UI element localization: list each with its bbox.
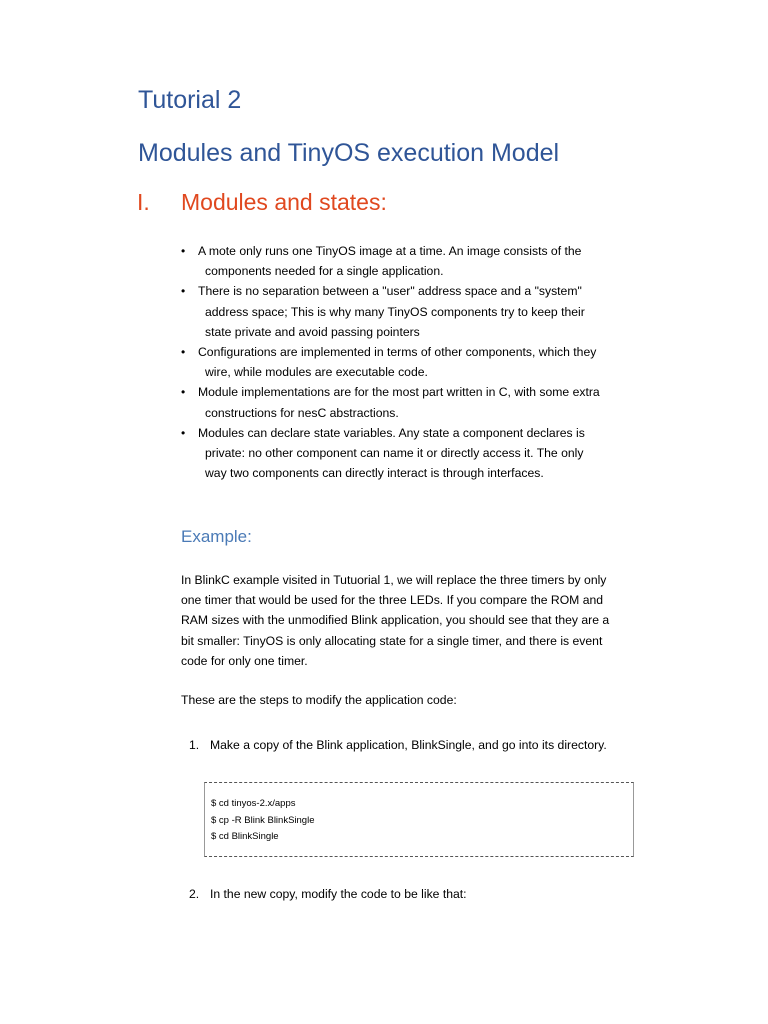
document-title: Tutorial 2 [138, 86, 242, 114]
list-item: • There is no separation between a "user" address space and a "system" address space; This is why many TinyOS components try to keep their state private and avoid passing pointers [181, 281, 601, 342]
code-block [204, 782, 634, 857]
step-item [189, 884, 609, 904]
code-line: $ cp -R Blink BlinkSingle [211, 814, 315, 826]
example-paragraph: In BlinkC example visited in Tutuorial 1, we will replace the three timers by only one timer that would be used for the three LEDs. If you compare the ROM and RAM sizes with the unmodified Blink application, you should see that they are a bit smaller: TinyOS is only allocating state for a single timer, and there is event code for only one timer. [181, 573, 610, 668]
step-item [189, 735, 609, 755]
step-number: 1. [189, 738, 200, 752]
list-item: • Module implementations are for the most part written in C, with some extra constructions for nesC abstractions. [181, 382, 601, 422]
list-item: • Modules can declare state variables. Any state a component declares is private: no other component can name it or directly access it. The only way two components can directly interact is through interfaces. [181, 423, 601, 484]
bullet-icon: • [181, 244, 186, 258]
bullet-icon: • [181, 284, 186, 299]
step-text: In the new copy, modify the code to be like that: [210, 887, 467, 901]
section-number: I. [137, 189, 150, 215]
example-heading: Example: [181, 527, 252, 546]
step-number: 2. [189, 887, 200, 901]
bullet-icon: • [181, 385, 186, 400]
list-item: • Configurations are implemented in terms of other components, which they wire, while modules are executable code. [181, 342, 601, 382]
bullet-list [181, 241, 601, 483]
section-title: Modules and states: [181, 189, 387, 215]
section-heading [137, 189, 387, 216]
list-item: • A mote only runs one TinyOS image at a time. An image consists of the components needed for a single application. [181, 241, 601, 281]
bullet-icon: • [181, 345, 186, 360]
code-line: $ cd BlinkSingle [211, 831, 279, 842]
step-text: Make a copy of the Blink application, BlinkSingle, and go into its directory. [210, 738, 607, 752]
document-subtitle: Modules and TinyOS execution Model [138, 139, 560, 167]
code-line: $ cd tinyos-2.x/apps [211, 798, 296, 809]
bullet-icon: • [181, 425, 186, 440]
steps-intro: These are the steps to modify the application code: [181, 693, 457, 707]
